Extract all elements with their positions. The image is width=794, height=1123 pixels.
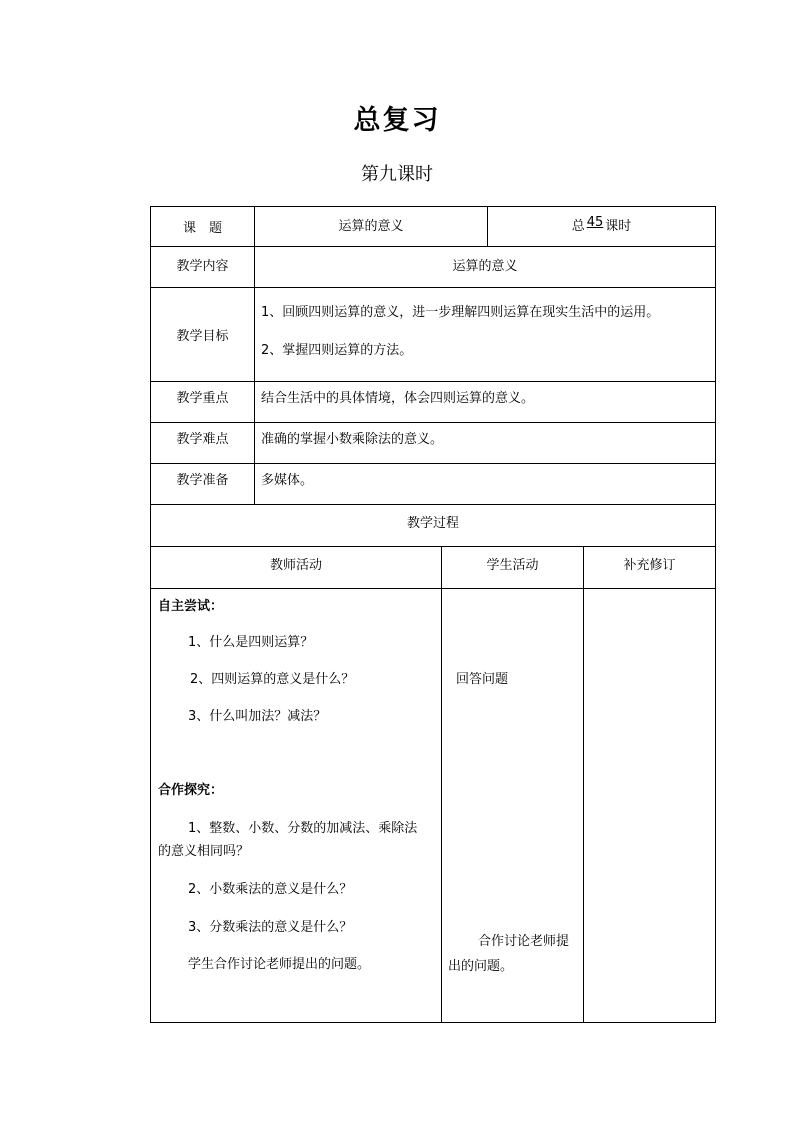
student-answer-2-line-1: 合作讨论老师提 (478, 934, 570, 949)
col-student-header (441, 546, 584, 589)
key-value: 结合生活中的具体情境，体会四则运算的意义。 (261, 391, 535, 406)
col-teacher-header (150, 546, 442, 589)
keti-topic-cell (254, 206, 488, 247)
col-teacher-label: 教师活动 (269, 558, 322, 573)
process-header: 教学过程 (406, 516, 459, 531)
difficulty-label-cell (150, 422, 255, 464)
keti-topic: 运算的意义 (338, 219, 404, 234)
goals-label: 教学目标 (176, 329, 229, 344)
difficulty-value: 准确的掌握小数乘除法的意义。 (261, 432, 444, 447)
prep-label: 教学准备 (176, 473, 229, 488)
content-value: 运算的意义 (452, 259, 518, 274)
goal-item-1: 1、回顾四则运算的意义，进一步理解四则运算在现实生活中的运用。 (261, 305, 660, 320)
key-label: 教学重点 (176, 391, 229, 406)
section2-item-1-line-1: 1、整数、小数、分数的加减法、乘除法 (188, 821, 418, 836)
content-label: 教学内容 (176, 259, 229, 274)
keti-period-cell (487, 206, 716, 247)
section2-item-3: 3、分数乘法的意义是什么？ (188, 920, 353, 935)
prep-value: 多媒体。 (261, 473, 314, 488)
period-prefix: 总 (571, 219, 585, 234)
goals-value-cell (254, 287, 716, 382)
key-label-cell (150, 381, 255, 423)
process-header-cell (150, 504, 716, 547)
key-value-cell (254, 381, 716, 423)
col-revision-header (583, 546, 716, 589)
section2-note: 学生合作讨论老师提出的问题。 (188, 957, 371, 972)
document-title: 总复习 (353, 105, 441, 136)
period-suffix: 课时 (605, 219, 632, 234)
revision-cell (583, 588, 716, 1023)
section1-item-2: 2、四则运算的意义是什么？ (190, 672, 355, 687)
section1-item-3: 3、什么叫加法？减法？ (188, 709, 327, 724)
keti-label-cell (150, 206, 255, 247)
teacher-activity-cell (150, 588, 442, 1023)
content-label-cell (150, 246, 255, 288)
section1-item-1: 1、什么是四则运算？ (188, 635, 314, 650)
student-answer-2-line-2: 出的问题。 (448, 959, 514, 974)
keti-label: 课 题 (182, 221, 222, 236)
col-revision-label: 补充修订 (623, 558, 676, 573)
document-subtitle: 第九课时 (361, 164, 433, 185)
difficulty-value-cell (254, 422, 716, 464)
section2-heading: 合作探究： (158, 783, 224, 798)
section1-heading: 自主尝试： (158, 599, 224, 614)
section2-item-2: 2、小数乘法的意义是什么？ (188, 882, 353, 897)
student-activity-cell (441, 588, 584, 1023)
col-student-label: 学生活动 (486, 558, 539, 573)
prep-value-cell (254, 463, 716, 505)
section2-item-1-line-2: 的意义相同吗？ (158, 844, 250, 859)
prep-label-cell (150, 463, 255, 505)
goal-item-2: 2、掌握四则运算的方法。 (261, 343, 413, 358)
student-answer-1: 回答问题 (456, 672, 509, 687)
goals-label-cell (150, 287, 255, 382)
difficulty-label: 教学难点 (176, 432, 229, 447)
period-number: 45 (586, 215, 604, 230)
content-value-cell (254, 246, 716, 288)
